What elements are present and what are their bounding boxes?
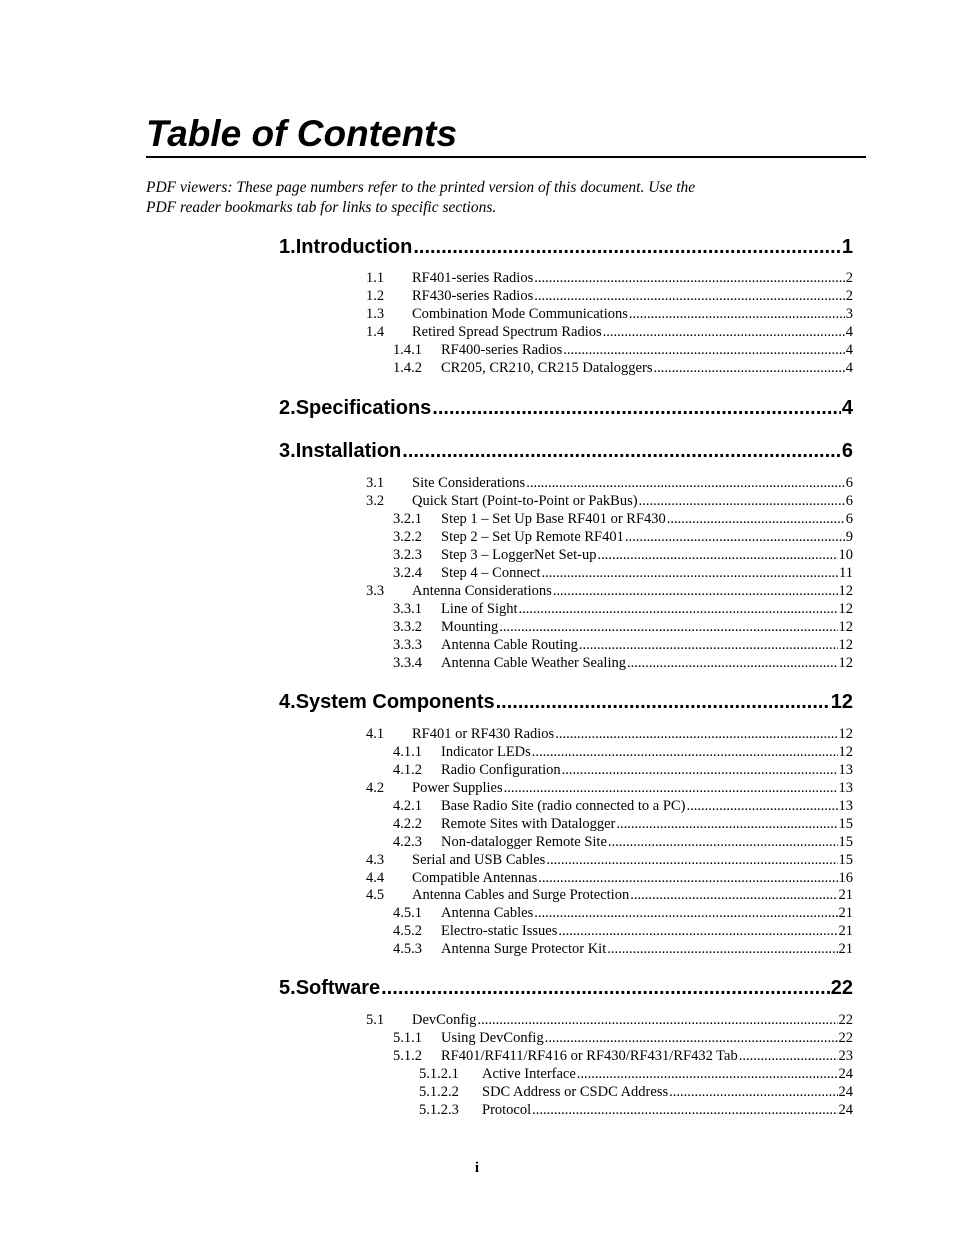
dot-leader bbox=[534, 905, 837, 922]
toc-entry[interactable] bbox=[393, 834, 853, 852]
section-title: Mounting bbox=[441, 619, 499, 635]
section-number: 5.1.2.3 bbox=[419, 1102, 459, 1118]
dot-leader bbox=[546, 852, 837, 869]
section-title: Step 2 – Set Up Remote RF401 bbox=[441, 529, 624, 545]
toc-entry[interactable] bbox=[366, 306, 853, 324]
section-number: 3.3.1 bbox=[393, 601, 422, 617]
section-number: 4.5.3 bbox=[393, 941, 422, 957]
viewer-note bbox=[146, 178, 806, 218]
section-number: 4.2 bbox=[366, 780, 385, 796]
section-title: DevConfig bbox=[412, 1012, 477, 1028]
section-title: RF401 or RF430 Radios bbox=[412, 726, 555, 742]
section-number: 3.1 bbox=[366, 475, 385, 491]
section-title: Step 4 – Connect bbox=[441, 565, 541, 581]
section-number: 3.2.2 bbox=[393, 529, 422, 545]
section-page: 9 bbox=[845, 529, 853, 545]
chapter-number: 3. bbox=[279, 440, 296, 462]
toc-entry[interactable] bbox=[366, 475, 853, 493]
section-page: 12 bbox=[838, 744, 853, 760]
dot-leader bbox=[532, 744, 838, 761]
section-title: Radio Configuration bbox=[441, 762, 561, 778]
section-page: 6 bbox=[845, 493, 853, 509]
section-page: 2 bbox=[845, 270, 853, 286]
toc-entry[interactable] bbox=[393, 941, 853, 959]
toc-chapter-software[interactable] bbox=[279, 977, 853, 1005]
section-title: Protocol bbox=[482, 1102, 532, 1118]
dot-leader bbox=[534, 270, 845, 287]
chapter-number: 2. bbox=[279, 397, 296, 419]
section-page: 12 bbox=[838, 601, 853, 617]
section-title: Power Supplies bbox=[412, 780, 503, 796]
section-page: 12 bbox=[838, 619, 853, 635]
page-title: Table of Contents bbox=[146, 113, 458, 154]
dot-leader bbox=[739, 1048, 838, 1065]
toc-chapter-introduction[interactable] bbox=[279, 236, 853, 264]
chapter-number: 4. bbox=[279, 691, 296, 713]
section-title: CR205, CR210, CR215 Dataloggers bbox=[441, 360, 653, 376]
toc-entry[interactable] bbox=[393, 798, 853, 816]
section-title: Antenna Considerations bbox=[412, 583, 552, 599]
section-title: Active Interface bbox=[482, 1066, 576, 1082]
dot-leader bbox=[607, 941, 837, 958]
section-page: 24 bbox=[838, 1084, 853, 1100]
toc-entry[interactable] bbox=[393, 762, 853, 780]
dot-leader bbox=[639, 493, 845, 510]
section-page: 12 bbox=[838, 583, 853, 599]
dot-leader bbox=[477, 1012, 837, 1029]
section-number: 5.1.1 bbox=[393, 1030, 422, 1046]
section-page: 4 bbox=[845, 324, 853, 340]
section-page: 24 bbox=[838, 1102, 853, 1118]
section-title: Indicator LEDs bbox=[441, 744, 531, 760]
dot-leader bbox=[413, 236, 841, 259]
dot-leader bbox=[653, 360, 844, 377]
dot-leader bbox=[577, 1066, 838, 1083]
section-page: 10 bbox=[838, 547, 853, 563]
section-title: Compatible Antennas bbox=[412, 870, 538, 886]
dot-leader bbox=[625, 529, 845, 546]
section-page: 22 bbox=[838, 1030, 853, 1046]
toc-entry[interactable] bbox=[419, 1066, 853, 1084]
section-number: 4.2.2 bbox=[393, 816, 422, 832]
toc-chapter-installation[interactable] bbox=[279, 440, 853, 468]
section-title: RF400-series Radios bbox=[441, 342, 563, 358]
dot-leader bbox=[519, 601, 838, 618]
dot-leader bbox=[686, 798, 837, 815]
section-number: 3.3 bbox=[366, 583, 385, 599]
dot-leader bbox=[526, 475, 845, 492]
chapter-title: Introduction bbox=[295, 236, 413, 258]
section-number: 4.4 bbox=[366, 870, 385, 886]
section-number: 4.1 bbox=[366, 726, 385, 742]
toc-entry[interactable] bbox=[366, 852, 853, 870]
toc-entry[interactable] bbox=[393, 601, 853, 619]
section-page: 21 bbox=[838, 905, 853, 921]
toc-entry[interactable] bbox=[393, 744, 853, 762]
dot-leader bbox=[555, 726, 837, 743]
dot-leader bbox=[603, 324, 845, 341]
chapter-title: Installation bbox=[295, 440, 402, 462]
section-page: 11 bbox=[839, 565, 853, 581]
section-page: 12 bbox=[838, 726, 853, 742]
toc-entry[interactable] bbox=[393, 905, 853, 923]
dot-leader bbox=[630, 887, 837, 904]
chapter-page: 4 bbox=[841, 397, 853, 419]
toc-entry[interactable] bbox=[393, 637, 853, 655]
section-number: 3.3.3 bbox=[393, 637, 422, 653]
chapter-title: Software bbox=[295, 977, 381, 999]
toc-entry[interactable] bbox=[366, 1012, 853, 1030]
section-number: 4.1.2 bbox=[393, 762, 422, 778]
dot-leader bbox=[545, 1030, 838, 1047]
section-title: Antenna Cable Weather Sealing bbox=[441, 655, 626, 671]
section-title: Antenna Cables and Surge Protection bbox=[412, 887, 630, 903]
section-page: 4 bbox=[845, 360, 853, 376]
toc-chapter-specifications[interactable] bbox=[279, 397, 853, 425]
toc-entry[interactable] bbox=[366, 887, 853, 905]
section-title: SDC Address or CSDC Address bbox=[482, 1084, 669, 1100]
section-page: 13 bbox=[838, 780, 853, 796]
dot-leader bbox=[538, 870, 837, 887]
section-page: 13 bbox=[838, 798, 853, 814]
dot-leader bbox=[597, 547, 837, 564]
section-number: 1.4.1 bbox=[393, 342, 422, 358]
section-title: Serial and USB Cables bbox=[412, 852, 546, 868]
dot-leader bbox=[499, 619, 837, 636]
toc-entry[interactable] bbox=[393, 547, 853, 565]
section-title: Step 3 – LoggerNet Set-up bbox=[441, 547, 597, 563]
toc-entry[interactable] bbox=[366, 726, 853, 744]
section-page: 4 bbox=[845, 342, 853, 358]
dot-leader bbox=[558, 923, 837, 940]
section-number: 4.5.2 bbox=[393, 923, 422, 939]
section-title: RF430-series Radios bbox=[412, 288, 534, 304]
toc-entry[interactable] bbox=[393, 511, 853, 529]
section-number: 5.1.2.1 bbox=[419, 1066, 459, 1082]
section-title: Antenna Cable Routing bbox=[441, 637, 578, 653]
toc-entry[interactable] bbox=[393, 923, 853, 941]
chapter-title: System Components bbox=[295, 691, 495, 713]
section-title: Site Considerations bbox=[412, 475, 526, 491]
section-number: 4.2.1 bbox=[393, 798, 422, 814]
dot-leader bbox=[629, 306, 845, 323]
chapter-number: 5. bbox=[279, 977, 296, 999]
section-page: 2 bbox=[845, 288, 853, 304]
toc-entry[interactable] bbox=[366, 583, 853, 601]
toc-entry[interactable] bbox=[366, 270, 853, 288]
toc-chapter-system-components[interactable] bbox=[279, 691, 853, 719]
section-number: 4.1.1 bbox=[393, 744, 422, 760]
toc-entry[interactable] bbox=[393, 816, 853, 834]
toc-entry[interactable] bbox=[366, 324, 853, 342]
chapter-page: 22 bbox=[830, 977, 853, 999]
section-title: Electro-static Issues bbox=[441, 923, 558, 939]
dot-leader bbox=[496, 691, 830, 714]
section-number: 3.3.4 bbox=[393, 655, 422, 671]
dot-leader bbox=[562, 762, 838, 779]
section-number: 4.3 bbox=[366, 852, 385, 868]
section-title: Quick Start (Point-to-Point or PakBus) bbox=[412, 493, 638, 509]
dot-leader bbox=[381, 977, 830, 1000]
chapter-title: Specifications bbox=[295, 397, 432, 419]
toc-entry[interactable] bbox=[366, 780, 853, 798]
dot-leader bbox=[553, 583, 838, 600]
toc-entry[interactable] bbox=[393, 1048, 853, 1066]
dot-leader bbox=[534, 288, 845, 305]
section-page: 24 bbox=[838, 1066, 853, 1082]
section-title: RF401-series Radios bbox=[412, 270, 534, 286]
section-title: Non-datalogger Remote Site bbox=[441, 834, 607, 850]
section-number: 3.2 bbox=[366, 493, 385, 509]
toc-entry[interactable] bbox=[366, 870, 853, 888]
toc-entry[interactable] bbox=[393, 565, 853, 583]
dot-leader bbox=[402, 440, 841, 463]
section-number: 1.3 bbox=[366, 306, 385, 322]
section-page: 21 bbox=[838, 941, 853, 957]
chapter-number: 1. bbox=[279, 236, 296, 258]
section-number: 3.2.1 bbox=[393, 511, 422, 527]
section-number: 1.4.2 bbox=[393, 360, 422, 376]
toc-entry[interactable] bbox=[366, 288, 853, 306]
section-number: 1.2 bbox=[366, 288, 385, 304]
section-page: 21 bbox=[838, 923, 853, 939]
section-number: 4.5 bbox=[366, 887, 385, 903]
section-number: 1.4 bbox=[366, 324, 385, 340]
dot-leader bbox=[579, 637, 838, 654]
section-page: 15 bbox=[838, 834, 853, 850]
section-number: 3.3.2 bbox=[393, 619, 422, 635]
section-page: 21 bbox=[838, 887, 853, 903]
chapter-page: 6 bbox=[841, 440, 853, 462]
toc-entry[interactable] bbox=[393, 529, 853, 547]
toc-entry[interactable] bbox=[393, 655, 853, 673]
viewer-note-line: PDF reader bookmarks tab for links to specific sections. bbox=[146, 199, 497, 216]
page-number: i bbox=[474, 1160, 480, 1176]
section-page: 12 bbox=[838, 637, 853, 653]
section-title: Retired Spread Spectrum Radios bbox=[412, 324, 602, 340]
section-page: 6 bbox=[845, 475, 853, 491]
chapter-page: 1 bbox=[841, 236, 853, 258]
dot-leader bbox=[669, 1084, 837, 1101]
toc-entry[interactable] bbox=[419, 1102, 853, 1120]
section-number: 4.5.1 bbox=[393, 905, 422, 921]
dot-leader bbox=[432, 397, 841, 420]
section-number: 3.2.4 bbox=[393, 565, 422, 581]
toc-entry[interactable] bbox=[393, 1030, 853, 1048]
toc-entry[interactable] bbox=[393, 342, 853, 360]
section-page: 6 bbox=[845, 511, 853, 527]
dot-leader bbox=[627, 655, 838, 672]
section-page: 3 bbox=[845, 306, 853, 322]
section-title: Remote Sites with Datalogger bbox=[441, 816, 616, 832]
section-title: RF401/RF411/RF416 or RF430/RF431/RF432 Tab bbox=[441, 1048, 738, 1064]
section-number: 1.1 bbox=[366, 270, 385, 286]
dot-leader bbox=[563, 342, 845, 359]
dot-leader bbox=[667, 511, 845, 528]
section-page: 13 bbox=[838, 762, 853, 778]
section-title: Step 1 – Set Up Base RF401 or RF430 bbox=[441, 511, 666, 527]
section-page: 22 bbox=[838, 1012, 853, 1028]
section-number: 5.1.2 bbox=[393, 1048, 422, 1064]
section-page: 12 bbox=[838, 655, 853, 671]
section-title: Combination Mode Communications bbox=[412, 306, 628, 322]
section-title: Antenna Cables bbox=[441, 905, 534, 921]
section-number: 3.2.3 bbox=[393, 547, 422, 563]
section-title: Using DevConfig bbox=[441, 1030, 544, 1046]
toc-entry[interactable] bbox=[393, 619, 853, 637]
dot-leader bbox=[532, 1102, 837, 1119]
toc-entry[interactable] bbox=[419, 1084, 853, 1102]
section-title: Base Radio Site (radio connected to a PC) bbox=[441, 798, 686, 814]
section-page: 15 bbox=[838, 816, 853, 832]
section-title: Antenna Surge Protector Kit bbox=[441, 941, 607, 957]
section-page: 15 bbox=[838, 852, 853, 868]
section-page: 23 bbox=[838, 1048, 853, 1064]
section-number: 4.2.3 bbox=[393, 834, 422, 850]
section-number: 5.1.2.2 bbox=[419, 1084, 459, 1100]
dot-leader bbox=[504, 780, 838, 797]
section-number: 5.1 bbox=[366, 1012, 385, 1028]
title-rule bbox=[146, 156, 866, 158]
section-title: Line of Sight bbox=[441, 601, 518, 617]
chapter-page: 12 bbox=[830, 691, 853, 713]
dot-leader bbox=[608, 834, 838, 851]
dot-leader bbox=[616, 816, 837, 833]
section-page: 16 bbox=[838, 870, 853, 886]
toc-entry[interactable] bbox=[366, 493, 853, 511]
toc-entry[interactable] bbox=[393, 360, 853, 378]
dot-leader bbox=[541, 565, 838, 582]
viewer-note-line: PDF viewers: These page numbers refer to the printed version of this document. Use the bbox=[146, 179, 696, 196]
